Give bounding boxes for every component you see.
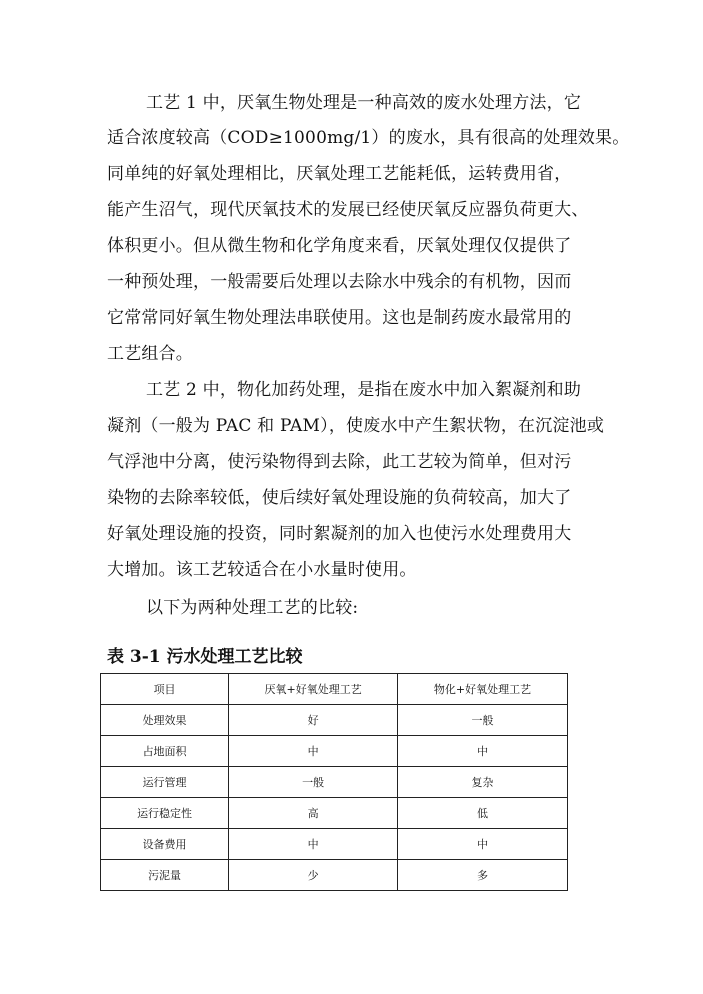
value-cell: 低 <box>398 798 568 829</box>
value-cell: 好 <box>229 705 398 736</box>
table-header-row <box>101 674 568 705</box>
row-label-cell: 占地面积 <box>101 736 229 767</box>
table-row <box>101 736 568 767</box>
table-row <box>101 798 568 829</box>
value-cell: 少 <box>229 860 398 891</box>
paragraph-2-line-6: 大增加。该工艺较适合在小水量时使用。 <box>107 560 417 580</box>
paragraph-3: 以下为两种处理工艺的比较: <box>146 598 359 618</box>
paragraph-1-line-6: 一种预处理，一般需要后处理以去除水中残余的有机物，因而 <box>107 272 572 292</box>
table-row <box>101 767 568 798</box>
header-cell-item: 项目 <box>101 674 229 705</box>
comparison-table <box>100 673 568 891</box>
paragraph-1-line-7: 它常常同好氧生物处理法串联使用。这也是制药废水最常用的 <box>107 308 572 328</box>
value-cell: 多 <box>398 860 568 891</box>
paragraph-2-line-4: 染物的去除率较低，使后续好氧处理设施的负荷较高，加大了 <box>107 488 572 508</box>
row-label-cell: 处理效果 <box>101 705 229 736</box>
header-cell-process-2: 物化+好氧处理工艺 <box>398 674 568 705</box>
value-cell: 一般 <box>229 767 398 798</box>
value-cell: 中 <box>398 829 568 860</box>
table-row <box>101 860 568 891</box>
paragraph-1-line-4: 能产生沼气，现代厌氧技术的发展已经使厌氧反应器负荷更大、 <box>107 200 589 220</box>
value-cell: 中 <box>398 736 568 767</box>
paragraph-2-line-2: 凝剂（一般为 PAC 和 PAM），使废水中产生絮状物，在沉淀池或 <box>107 416 605 436</box>
row-label-cell: 污泥量 <box>101 860 229 891</box>
table-row <box>101 705 568 736</box>
table-row <box>101 829 568 860</box>
paragraph-1-line-3: 同单纯的好氧处理相比，厌氧处理工艺能耗低，运转费用省， <box>107 164 572 184</box>
value-cell: 中 <box>229 829 398 860</box>
paragraph-1-line-8: 工艺组合。 <box>107 344 193 364</box>
paragraph-2-line-5: 好氧处理设施的投资，同时絮凝剂的加入也使污水处理费用大 <box>107 524 572 544</box>
paragraph-2-line-1: 工艺 2 中，物化加药处理，是指在废水中加入絮凝剂和助 <box>146 380 582 400</box>
value-cell: 高 <box>229 798 398 829</box>
paragraph-1-line-2: 适合浓度较高（COD≥1000mg/1）的废水，具有很高的处理效果。 <box>107 128 630 148</box>
row-label-cell: 运行稳定性 <box>101 798 229 829</box>
row-label-cell: 设备费用 <box>101 829 229 860</box>
value-cell: 中 <box>229 736 398 767</box>
row-label-cell: 运行管理 <box>101 767 229 798</box>
value-cell: 一般 <box>398 705 568 736</box>
paragraph-1-line-1: 工艺 1 中，厌氧生物处理是一种高效的废水处理方法，它 <box>146 93 582 113</box>
paragraph-1-line-5: 体积更小。但从微生物和化学角度来看，厌氧处理仅仅提供了 <box>107 236 572 256</box>
header-cell-process-1: 厌氧+好氧处理工艺 <box>229 674 398 705</box>
table-caption: 表 3-1 污水处理工艺比较 <box>107 647 303 667</box>
value-cell: 复杂 <box>398 767 568 798</box>
paragraph-2-line-3: 气浮池中分离，使污染物得到去除，此工艺较为简单，但对污 <box>107 452 572 472</box>
